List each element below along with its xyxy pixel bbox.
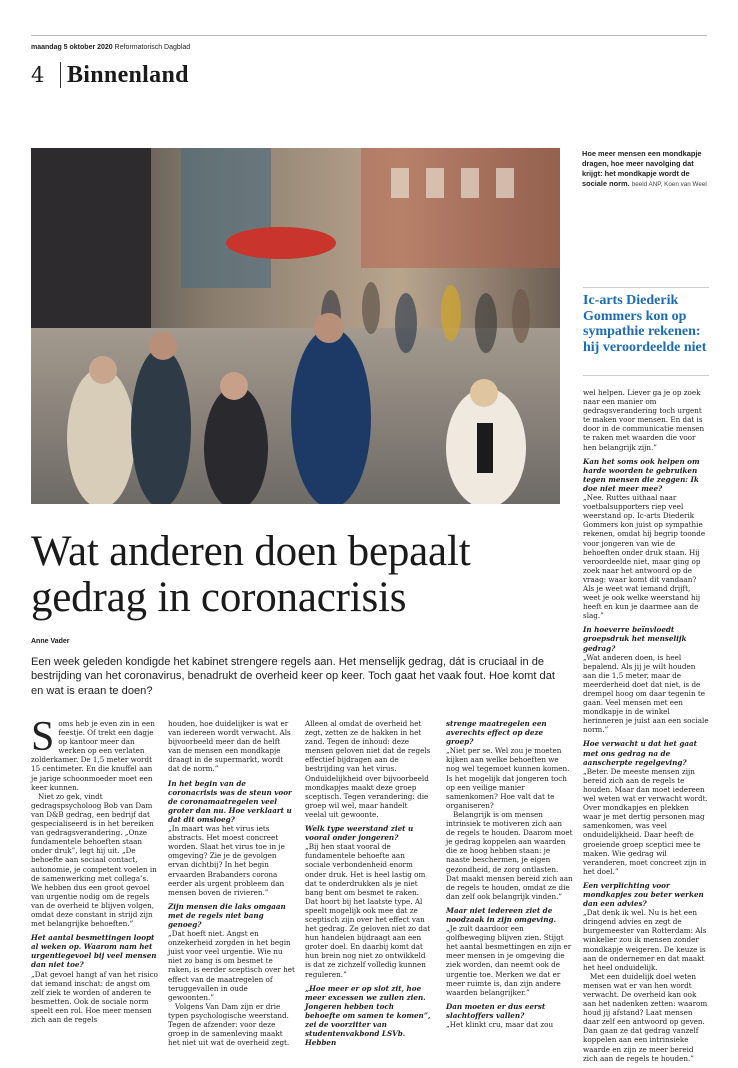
byline: Anne Vader [31, 638, 70, 645]
paragraph: „Nee. Ruttes uithaal naar voetbalsupporters riep veel weerstand op. Ic-arts Diederik Gommers kon juist op sympathie rekenen, omdat hij begrip toonde voor jongeren van wie de behoeften onder druk staan. Hij veroordeelde niet, maar ging op zoek naar het antwoord op de vraag: waar komt dit vandaan? Als je weet wat iemand drijft, weet je ook welke weerstand hij heeft en kun je daarmee aan de slag.” [583, 493, 706, 621]
paragraph: „In maart was het virus iets abstracts. Het moest concreet worden. Slaat het virus toe in je omgeving? Zie je de gevolgen ervan dichtbij? In het begin ervaarden Brabanders corona eerder als urgent probleem dan mensen boven de rivieren.” [168, 824, 285, 897]
caption-text: Hoe meer mensen een mondkapje dragen, hoe meer navolging dat krijgt: het mondkapje wordt de sociale norm. [582, 149, 702, 188]
paragraph: Alleen al omdat de overheid het zegt, zetten ze de hakken in het zand. Tegen de inhoud: deze mensen geloven niet dat de regels effectief bijdragen aan de bestrijding van het virus. Onduidelijkheid over bijvoorbeeld mondkapjes maakt deze groep sceptisch. Tegen verandering: die groep wil wel, maar handelt veelal uit gewoonte. [305, 719, 431, 819]
pull-quote-rule [583, 375, 709, 376]
interview-question: Zijn mensen die laks omgaan met de regels niet bang genoeg? [168, 901, 286, 929]
paragraph: Niet zo gek, vindt gedragspsycholoog Bob van Dam van D&B gedrag, een bedrijf dat gespecialiseerd is in het bereiken van gedragsverandering. „Onze fundamentele behoeften staan onder druk”, legt hij uit. „De behoefte aan sociaal contact, autonomie, je competent voelen in de samenwerking met collega’s. We hebben dus een groot gevoel van urgentie nodig om de regels van de overheid te blijven volgen, omdat deze constant in strijd zijn met belangrijke behoeften.” [31, 791, 157, 929]
paragraph: Volgens Van Dam zijn er drie typen psychologische weerstand. Tegen de afzender: voor deze groep in de samenleving maakt het niet uit wat de overheid zegt. [168, 1001, 290, 1048]
interview-question: In hoeverre beïnvloedt groepsdruk het menselijk gedrag? [583, 625, 687, 653]
section-header [31, 58, 189, 92]
article-column-1 [31, 714, 158, 1024]
photo-caption [582, 149, 708, 190]
paragraph: „Dat gevoel hangt af van het risico dat iemand inschat: de angst om zelf ziek te worden of anderen te besmetten. Ook de sociale norm speelt een rol. Hoe meer mensen zich aan de regels [31, 969, 158, 1024]
paragraph: „Beter. De meeste mensen zijn bereid zich aan de regels te houden. Maar dan moet iedereen wel weten wat er verwacht wordt. Over mondkapjes en plekken waar je met dertig personen mag samenkomen, was veel onduidelijkheid. Daar heeft de groeiende groep sceptici mee te maken. Wie gedrag wil veranderen, moet concreet zijn in het doel.” [583, 766, 708, 876]
paragraph: „Dat hoeft niet. Angst en onzekerheid zorgden in het begin juist voor veel urgentie. Wie nu niet zo bang is om besmet te raken, is eerder sceptisch over het effect van de maatregelen of teruggevallen in oude gewoonten.” [168, 929, 295, 1002]
drop-cap: S [31, 714, 55, 760]
newspaper-name: Reformatorisch Dagblad [114, 44, 191, 51]
headline-line-2: gedrag in coronacrisis [31, 574, 407, 621]
issue-date: maandag 5 oktober 2020 [31, 44, 113, 51]
article-intro: Een week geleden kondigde het kabinet strengere regels aan. Het menselijk gedrag, dát is cruciaal in de bestrijding van het coronavirus, benadrukt de overheid keer op keer. Toch gaat het vaak fout. Hoe komt dat en wat is eraan te doen? [31, 656, 555, 697]
interview-question: Dan moeten er dus eerst slachtoffers vallen? [446, 1001, 546, 1020]
paragraph: „Het klinkt cru, maar dat zou [446, 1020, 554, 1029]
paragraph: wel helpen. Liever ga je op zoek naar een manier om gedragsverandering toch urgent te maken voor mensen. En dat is door in de communicatie mensen te raken met waarden die voor hen belangrijk zijn.” [583, 388, 705, 452]
interview-question: strenge maatregelen een averechts effect op deze groep? [446, 719, 547, 747]
article-column-3 [305, 719, 431, 1047]
article-column-2 [168, 719, 295, 1047]
paragraph: „Bij hen staat vooral de fundamentele behoefte aan sociale verbondenheid enorm onder druk. Het is heel lastig om dat te onderdrukken als je niet bang bent om besmet te raken. Dat hoort bij het laatste type. Al speelt mogelijk ook mee dat ze sceptisch zijn over het effect van het gedrag. Ze geloven niet zo dat hun handelen bijdraagt aan een groter doel. En daarbij komt dat hun brein nog niet zo ontwikkeld is dat ze zichzelf volledig kunnen reguleren.” [305, 842, 431, 979]
interview-question: Maar niet iedereen ziet de noodzaak in zijn omgeving. [446, 905, 556, 924]
photo-credit: beeld ANP, Koen van Weel [631, 181, 707, 188]
paragraph: „Niet per se. Wel zou je moeten kijken aan welke behoeften we nog wel tegemoet kunnen komen. Is het mogelijk dat jongeren toch op een veilige manier samenkomen? Hoe valt dat te organiseren? [446, 746, 570, 810]
interview-question: Een verplichting voor mondkapjes zou beter werken dan een advies? [583, 880, 704, 909]
headline-line-1: Wat anderen doen bepaalt [31, 528, 471, 575]
pull-quote-text: Ic-arts Diederik Gommers kon op sympathie rekenen: hij veroordeelde niet [583, 293, 707, 355]
interview-question: Kan het soms ook helpen om harde woorden te gebruiken tegen mensen die zeggen: Ik doe niet meer mee? [583, 456, 700, 493]
interview-question: Het aantal besmettingen loopt al weken op. Waarom nam het urgentiegevoel bij veel mensen dan niet toe? [31, 933, 157, 970]
pull-quote [583, 287, 709, 355]
top-rule [31, 35, 707, 36]
paragraph: Belangrijk is om mensen intrinsiek te motiveren zich aan de regels te houden. Daarom moet je gedrag koppelen aan waarden die ze hoog hebben staan: je naaste beschermen, je eigen gezondheid, de zorg ontlasten. Dat maakt mensen bereid zich aan de regels te houden, omdat ze die dan zelf ook belangrijk vinden.” [446, 809, 573, 901]
interview-question: Welk type weerstand ziet u vooral onder jongeren? [305, 824, 414, 843]
article-column-4 [446, 719, 573, 1029]
paragraph: „Wat anderen doen, is heel bepalend. Als jij je wilt houden aan die 1,5 meter, maar de meerderheid doet dat niet, is de drempel hoog om daar tegenin te gaan. Veel mensen met een mondkapje in de winkel herinneren je juist aan een sociale norm.” [583, 652, 709, 735]
interview-question: Hoe verwacht u dat het gaat met ons gedrag na de aanscherpte regelgeving? [583, 739, 697, 767]
interview-question: In het begin van de coronacrisis was de steun voor de coronamaatregelen veel groter dan nu. Hoe verklaart u dat dit omsloeg? [168, 778, 292, 824]
article-column-5 [583, 388, 709, 1063]
dateline [31, 44, 190, 51]
paragraph: Met een duidelijk doel weten mensen wat er van hen wordt verwacht. De overheid kan ook aan het nadenken zetten: waarom houd jij afstand? Laat mensen daar zelf een antwoord op geven. Dan gaan ze dat gedrag vanzelf koppelen aan een intrinsieke waarde en zijn ze meer bereid zich aan de regels te houden.” [583, 971, 708, 1063]
article-headline [31, 529, 571, 621]
interview-question: „Hoe meer er op slot zit, hoe meer excessen we zullen zien. Jongeren hebben toch behoefte om samen te komen”, zei de voorzitter van studentenvakbond LSVb. Hebben [305, 983, 431, 1048]
section-title: Binnenland [67, 61, 189, 88]
paragraph: „Je zult daardoor een golfbeweging blijven zien. Stijgt het aantal besmettingen en zijn er meer mensen in je omgeving die ziek worden, dan neemt ook de urgentie toe. Merken we dat er meer ruimte is, dan zijn andere waarden belangrijker.” [446, 924, 572, 997]
street-photo [31, 148, 560, 504]
paragraph: oms heb je even zin in een feestje. Of trekt een dagje op kantoor meer dan werken op een verlaten zolderkamer. De 1,5 meter wordt 15 centimeter. En die knuffel aan je jarige schoonmoeder moet een keer kunnen. [31, 719, 155, 792]
page-number: 4 [31, 63, 45, 87]
paragraph: houden, hoe duidelijker is wat er van iedereen wordt verwacht. Als bijvoorbeeld meer dan de helft van de mensen een mondkapje draagt in de supermarkt, wordt dat de norm.” [168, 719, 291, 774]
paragraph: „Dat denk ik wel. Nu is het een dringend advies en zegt de burgemeester van Rotterdam: Als winkelier zou ik mensen zonder mondkapje weigeren. De keuze is aan de ondernemer en dat maakt het heel onduidelijk. [583, 908, 707, 972]
street-scene-image [31, 148, 560, 504]
section-divider [60, 62, 61, 88]
